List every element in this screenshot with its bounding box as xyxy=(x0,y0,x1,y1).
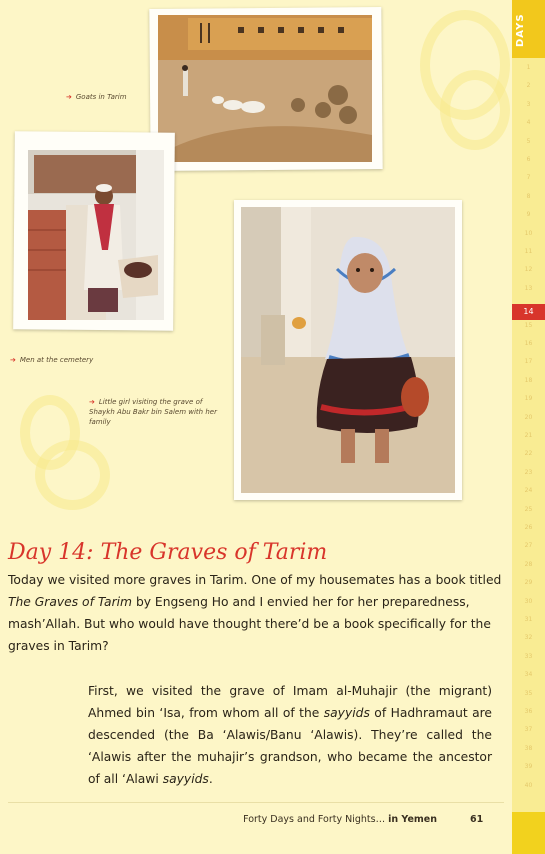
quote-paragraph xyxy=(88,680,492,790)
day-index-item: 26 xyxy=(524,524,533,531)
book-title: The Graves of Tarim xyxy=(8,595,133,609)
footer-divider xyxy=(8,802,504,803)
day-index-item: 21 xyxy=(524,432,533,439)
sidebar-bottom-tab xyxy=(512,812,545,854)
day-index-item: 25 xyxy=(524,505,533,513)
arrow-right-icon: ➔ xyxy=(66,93,72,101)
caption-girl xyxy=(89,397,219,427)
day-index-item: 17 xyxy=(524,358,533,366)
page-number: 61 xyxy=(470,814,484,825)
arrow-up-icon: ➔ xyxy=(10,356,16,364)
day-index-item: 13 xyxy=(524,284,533,292)
arrow-right-icon: ➔ xyxy=(89,398,95,406)
quote-text-2: of Hadhramaut are descended (the Ba ‘Alawis/Banu ‘Alawis). They’re called the ‘Alawis after the muhajir’s grandson, who became the ancestor of all ‘Alawi xyxy=(88,706,492,786)
photo-goats xyxy=(158,15,372,162)
day-index-item: 16 xyxy=(524,340,533,347)
intro-paragraph xyxy=(8,569,504,657)
day-index-item: 37 xyxy=(524,726,533,734)
caption-goats xyxy=(66,92,127,102)
day-index-item: 12 xyxy=(524,266,533,274)
caption-goats-text: Goats in Tarim xyxy=(75,93,127,101)
day-index-item: 10 xyxy=(524,229,533,237)
day-index-item: 20 xyxy=(524,413,533,421)
day-index-item: 27 xyxy=(524,542,533,550)
day-index-item: 3 xyxy=(526,100,531,108)
day-index-item: 28 xyxy=(524,560,533,568)
term-sayyids-2: sayyids xyxy=(162,772,209,786)
photo-girl xyxy=(241,207,455,493)
day-index-item: 18 xyxy=(524,376,533,384)
term-sayyids: sayyids xyxy=(323,706,370,720)
day-index-item: 34 xyxy=(524,671,533,679)
day-index-current: 14 xyxy=(512,304,545,320)
decorative-swirl-mid xyxy=(440,70,510,150)
day-index-item: 19 xyxy=(524,395,533,403)
day-index-item: 5 xyxy=(526,137,531,145)
intro-text-2: by Engseng Ho and I envied her for her preparedness, mash’Allah. But who would have thought there’d be a book specifically for the graves in Tarim? xyxy=(8,595,491,653)
day-index-item: 11 xyxy=(524,248,533,255)
day-index-item: 40 xyxy=(524,781,533,789)
day-index-item: 32 xyxy=(524,634,533,642)
day-index-item: 39 xyxy=(524,763,533,771)
intro-text-1: Today we visited more graves in Tarim. One of my housemates has a book titled xyxy=(8,573,502,587)
footer-place: in Yemen xyxy=(388,814,437,825)
day-index-item: 24 xyxy=(524,487,533,495)
day-index-item: 33 xyxy=(524,652,533,660)
days-label: DAYS xyxy=(515,13,526,47)
day-index-item: 9 xyxy=(526,211,531,219)
day-index-item: 35 xyxy=(524,689,533,697)
day-index-item: 29 xyxy=(524,579,533,587)
day-index-item: 6 xyxy=(526,156,531,163)
photo-men xyxy=(28,150,164,320)
day-index-item: 31 xyxy=(524,616,533,623)
quote-text-3: . xyxy=(208,772,213,786)
day-index-item: 30 xyxy=(524,597,533,605)
page-title: Day 14: The Graves of Tarim xyxy=(8,540,328,565)
day-index-item: 1 xyxy=(526,64,531,71)
quote-text-1: First, we visited the grave of Imam al-Muhajir (the migrant) Ahmed bin ‘Isa, from whom all of the xyxy=(88,684,492,720)
decorative-swirl-left-2 xyxy=(35,440,110,510)
day-index-item: 4 xyxy=(526,119,531,127)
day-index-item: 8 xyxy=(526,192,531,200)
day-index-item: 36 xyxy=(524,708,533,715)
day-index-item: 22 xyxy=(524,450,533,458)
day-index-item: 2 xyxy=(526,82,531,90)
caption-men-text: Men at the cemetery xyxy=(19,356,94,364)
day-index-item: 23 xyxy=(524,468,533,476)
day-index-item: 15 xyxy=(524,321,533,329)
footer-book-title: Forty Days and Forty Nights… xyxy=(243,814,386,825)
running-footer xyxy=(243,814,437,825)
caption-men xyxy=(10,355,93,365)
day-index-item: 38 xyxy=(524,744,533,752)
caption-girl-text: Little girl visiting the grave of Shaykh Abu Bakr bin Salem with her family xyxy=(89,398,217,426)
day-index-item: 7 xyxy=(526,174,531,182)
